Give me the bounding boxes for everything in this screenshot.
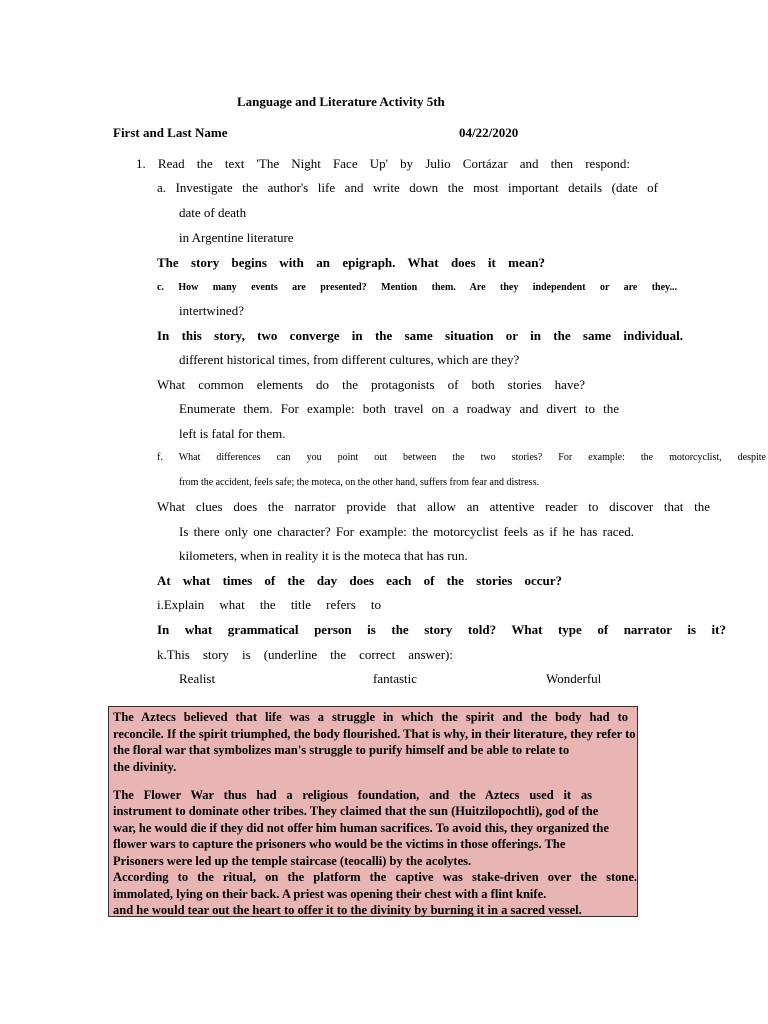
option-wonderful: Wonderful xyxy=(546,671,602,686)
question-line: c. How many events are presented? Mention them. Are they independent or are they... xyxy=(157,282,677,293)
name-label: First and Last Name xyxy=(113,125,228,140)
question-line: left is fatal for them. xyxy=(179,426,286,441)
question-line: At what times of the day does each of the stories occur? xyxy=(157,573,562,588)
box-line: and he would tear out the heart to offer it to the divinity by burning it in a sacred vessel. xyxy=(113,903,582,917)
question-line: k.This story is (underline the correct answer): xyxy=(157,647,453,662)
option-fantastic: fantastic xyxy=(373,671,418,686)
question-line: date of death xyxy=(179,205,247,220)
question-line: from the accident, feels safe; the moteca, on the other hand, suffers from fear and distress. xyxy=(179,477,539,488)
question-line: kilometers, when in reality it is the moteca that has run. xyxy=(179,548,468,563)
question-line: In this story, two converge in the same situation or in the same individual. xyxy=(157,328,683,343)
box-line: immolated, lying on their back. A priest was opening their chest with a flint knife. xyxy=(113,887,547,901)
box-line: the floral war that symbolizes man's struggle to purify himself and be able to relate to xyxy=(113,743,570,757)
date-label: 04/22/2020 xyxy=(459,125,519,140)
box-line: Prisoners were led up the temple staircase (teocalli) by the acolytes. xyxy=(113,854,472,868)
question-line: The story begins with an epigraph. What does it mean? xyxy=(157,255,545,270)
question-line: 1. Read the text 'The Night Face Up' by Julio Cortázar and then respond: xyxy=(136,156,630,171)
box-line: the divinity. xyxy=(113,760,177,774)
box-line: reconcile. If the spirit triumphed, the body flourished. That is why, in their literature, they refer to xyxy=(113,727,636,741)
box-line: The Aztecs believed that life was a struggle in which the spirit and the body had to xyxy=(113,710,628,724)
page-title: Language and Literature Activity 5th xyxy=(237,94,445,109)
question-line: different historical times, from different cultures, which are they? xyxy=(179,352,520,367)
box-line: war, he would die if they did not offer him human sacrifices. To avoid this, they organized the xyxy=(113,821,609,835)
box-line: instrument to dominate other tribes. They claimed that the sun (Huitzilopochtli), god of the xyxy=(113,804,599,818)
box-line: According to the ritual, on the platform the captive was stake-driven over the stone. xyxy=(113,870,637,884)
question-line: In what grammatical person is the story told? What type of narrator is it? xyxy=(157,622,726,637)
question-line: in Argentine literature xyxy=(179,230,294,245)
question-line: i.Explain what the title refers to xyxy=(157,597,381,612)
question-line: Is there only one character? For example: the motorcyclist feels as if he has raced. xyxy=(179,524,634,539)
question-line: What common elements do the protagonists of both stories have? xyxy=(157,377,585,392)
box-line: flower wars to capture the prisoners who would be the victims in those offerings. The xyxy=(113,837,566,851)
question-line: Enumerate them. For example: both travel on a roadway and divert to the xyxy=(179,401,619,416)
option-realist: Realist xyxy=(179,671,216,686)
question-line: intertwined? xyxy=(179,303,244,318)
question-line: What clues does the narrator provide that allow an attentive reader to discover that the xyxy=(157,499,710,514)
question-line: a. Investigate the author's life and write down the most important details (date of xyxy=(157,180,658,195)
question-line: f. What differences can you point out between the two stories? For example: the motorcyclist, despite xyxy=(157,452,766,463)
box-line: The Flower War thus had a religious foundation, and the Aztecs used it as xyxy=(113,788,592,802)
